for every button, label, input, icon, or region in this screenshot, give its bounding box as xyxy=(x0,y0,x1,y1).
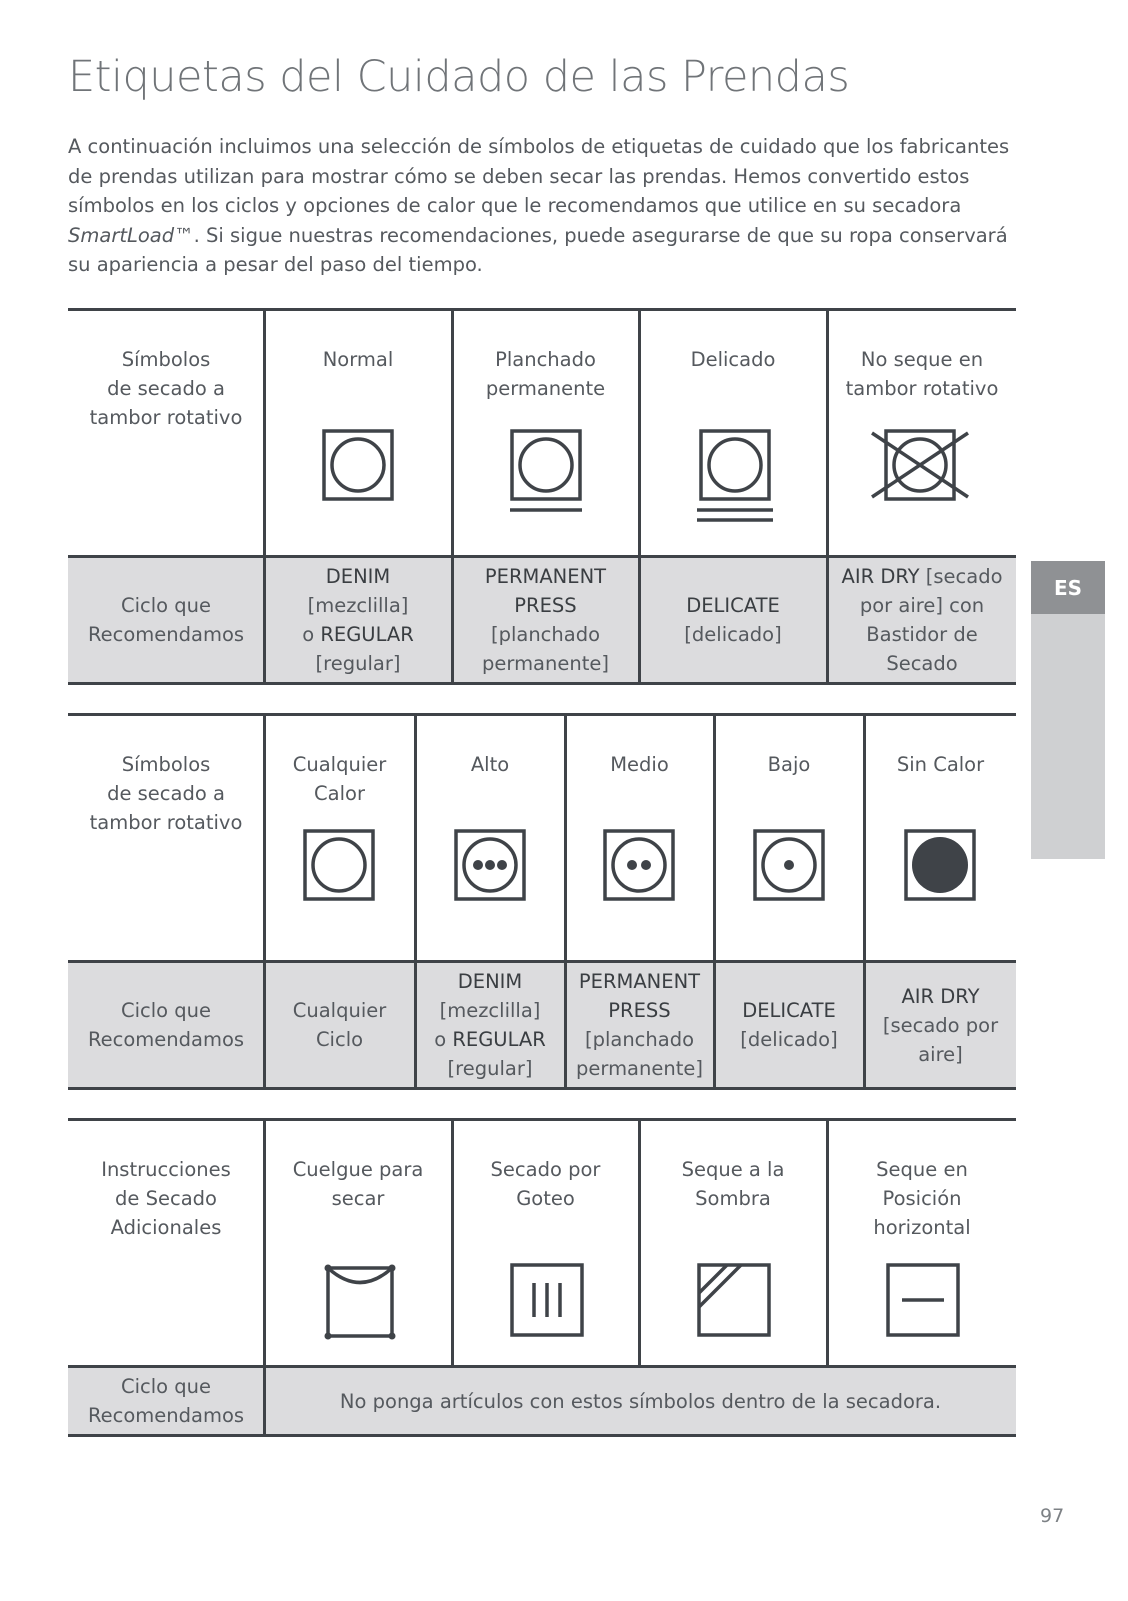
tumble-dry-normal-icon xyxy=(322,429,394,501)
table3-rec-header: Ciclo que Recomendamos xyxy=(87,1375,245,1427)
tumble-dry-permanent-press-icon xyxy=(510,429,582,513)
table2-rec-delicate: DELICATE [delicado] xyxy=(740,999,838,1051)
table2-col-medium: Medio xyxy=(610,753,669,776)
table3-rec-note: No ponga artículos con estos símbolos dentro de la secadora. xyxy=(339,1389,942,1413)
table1-rec-header: Ciclo que Recomendamos xyxy=(87,594,245,646)
page-number: 97 xyxy=(1040,1505,1065,1527)
tumble-dry-high-heat-icon xyxy=(454,829,526,901)
table1-row-header: Símbolos de secado a tambor rotativo xyxy=(89,348,243,429)
intro-text-2: ™. Si sigue nuestras recomendaciones, puede asegurarse de que su ropa conservará su apariencia a pesar del paso del tiempo. xyxy=(68,223,1008,277)
table-heat-settings xyxy=(68,713,1016,1091)
table3-row-header: Instrucciones de Secado Adicionales xyxy=(101,1158,231,1239)
table2-rec-any-cycle: Cualquier Ciclo xyxy=(292,999,387,1051)
table2-col-any-heat: Cualquier Calor xyxy=(292,753,387,805)
table2-rec-header: Ciclo que Recomendamos xyxy=(87,999,245,1051)
table1-col-no-tumble: No seque en tambor rotativo xyxy=(845,348,999,400)
line-dry-icon xyxy=(322,1263,398,1341)
table3-col-dry-flat: Seque en Posición horizontal xyxy=(873,1158,971,1239)
tumble-dry-low-heat-icon xyxy=(753,829,825,901)
side-tab-label: ES xyxy=(1031,561,1105,614)
drip-dry-icon xyxy=(510,1263,584,1337)
table-additional-instructions xyxy=(68,1118,1016,1440)
dry-flat-icon xyxy=(886,1263,960,1337)
table1-col-permanent-press: Planchado permanente xyxy=(485,348,606,400)
table2-col-high: Alto xyxy=(470,753,510,776)
table1-rec-denim: DENIM [mezclilla] o REGULAR [regular] xyxy=(302,565,414,675)
tumble-dry-medium-heat-icon xyxy=(603,829,675,901)
table2-rec-air-dry: AIR DRY [secado por aire] xyxy=(882,984,999,1066)
dry-in-shade-icon xyxy=(697,1263,771,1337)
table2-col-low: Bajo xyxy=(767,753,811,776)
brand-name: SmartLoad xyxy=(68,223,175,247)
table2-rec-permanent-press: PERMANENT PRESS [planchado permanente] xyxy=(576,970,703,1080)
table3-col-line-dry: Cuelgue para secar xyxy=(292,1158,424,1210)
table3-col-drip-dry: Secado por Goteo xyxy=(490,1158,601,1210)
table1-rec-permanent-press: PERMANENT PRESS [planchado permanente] xyxy=(482,565,609,675)
table1-col-normal: Normal xyxy=(322,348,394,371)
table-tumble-dry-symbols xyxy=(68,308,1016,686)
table2-row-header: Símbolos de secado a tambor rotativo xyxy=(89,753,243,834)
do-not-tumble-dry-icon xyxy=(870,429,970,501)
intro-paragraph xyxy=(68,132,1028,280)
tumble-dry-any-heat-icon xyxy=(303,829,375,901)
table2-rec-denim: DENIM [mezclilla] o REGULAR [regular] xyxy=(434,970,546,1080)
table1-rec-air-dry: AIR DRY [secado por aire] con Bastidor de Secado xyxy=(841,565,1003,675)
intro-text-1: A continuación incluimos una selección de símbolos de etiquetas de cuidado que los fabricantes de prendas utilizan para mostrar cómo se deben secar las prendas. Hemos convertido estos símbolos en los ciclos y opciones de calor que le recomendamos que utilice en su secadora xyxy=(68,135,1010,218)
tumble-dry-delicate-icon xyxy=(697,429,773,523)
table2-col-no-heat: Sin Calor xyxy=(896,753,985,776)
page-title: Etiquetas del Cuidado de las Prendas xyxy=(68,52,850,102)
table1-col-delicate: Delicado xyxy=(690,348,776,371)
table1-rec-delicate: DELICATE [delicado] xyxy=(684,594,782,646)
table3-col-shade-dry: Seque a la Sombra xyxy=(681,1158,785,1210)
tumble-dry-no-heat-icon xyxy=(904,829,976,901)
